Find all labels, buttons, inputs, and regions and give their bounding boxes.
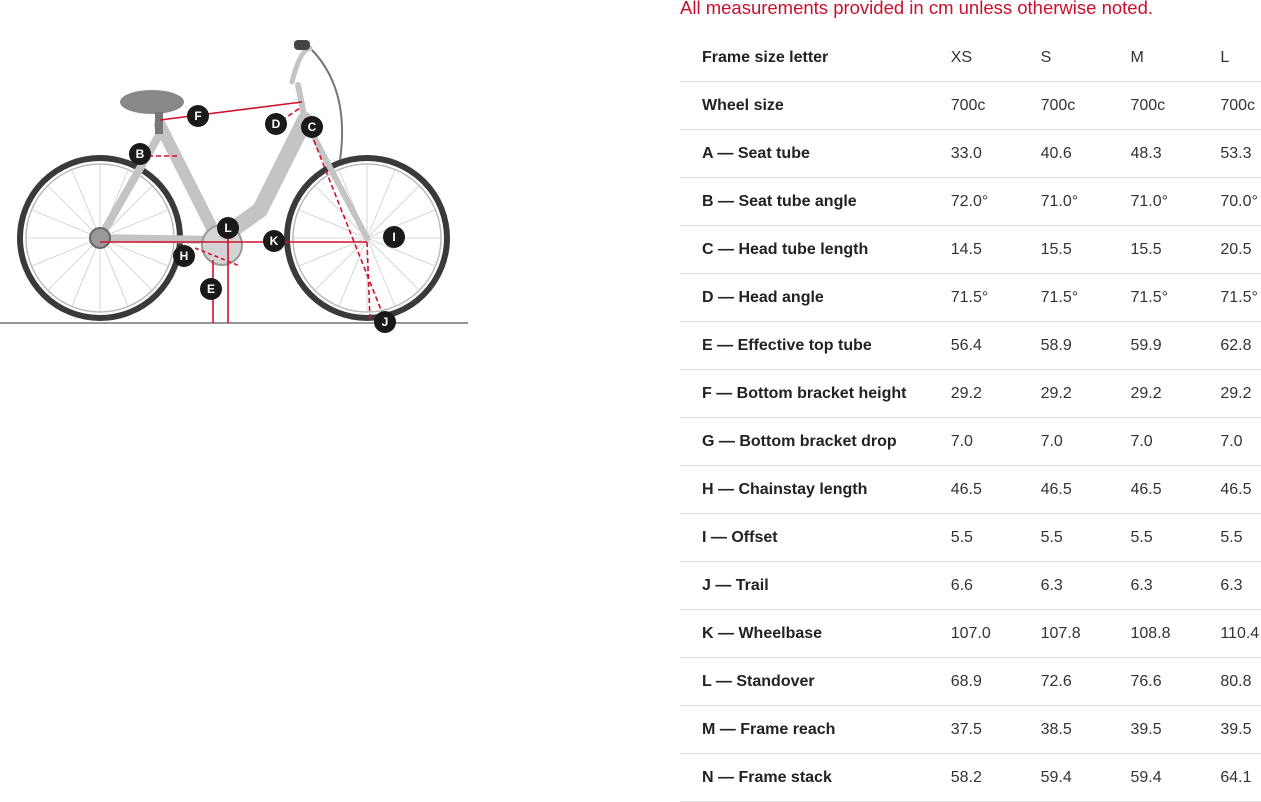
cell-value: 108.8	[1130, 610, 1220, 658]
row-label: A — Seat tube	[680, 130, 951, 178]
cell-value: 71.5°	[1220, 274, 1261, 322]
table-row	[680, 274, 1261, 322]
table-header-row	[680, 34, 1261, 82]
table-row	[680, 130, 1261, 178]
row-label: C — Head tube length	[680, 226, 951, 274]
diagram-label-d	[265, 113, 287, 135]
cell-value: 39.5	[1130, 706, 1220, 754]
row-label: B — Seat tube angle	[680, 178, 951, 226]
rear-cassette	[90, 228, 110, 248]
cell-value: 107.0	[951, 610, 1041, 658]
row-label: L — Standover	[680, 658, 951, 706]
row-label: I — Offset	[680, 514, 951, 562]
svg-text:B: B	[135, 147, 145, 161]
diagram-label-e	[187, 105, 209, 127]
table-row	[680, 418, 1261, 466]
svg-text:F: F	[194, 109, 202, 123]
cell-value: 5.5	[951, 514, 1041, 562]
cell-value: 700c	[1041, 82, 1131, 130]
cell-value: 29.2	[1130, 370, 1220, 418]
table-row	[680, 322, 1261, 370]
cell-value: 6.3	[1041, 562, 1131, 610]
cell-value: 46.5	[1220, 466, 1261, 514]
row-label: K — Wheelbase	[680, 610, 951, 658]
cell-value: 56.4	[951, 322, 1041, 370]
size-xs: XS	[951, 34, 1041, 82]
row-label: D — Head angle	[680, 274, 951, 322]
cell-value: 7.0	[951, 418, 1041, 466]
cell-value: 38.5	[1041, 706, 1131, 754]
cell-value: 700c	[1130, 82, 1220, 130]
row-label: H — Chainstay length	[680, 466, 951, 514]
cell-value: 46.5	[951, 466, 1041, 514]
cell-value: 70.0°	[1220, 178, 1261, 226]
table-row	[680, 754, 1261, 802]
cell-value: 59.4	[1130, 754, 1220, 802]
seatpost	[155, 112, 163, 134]
cell-value: 6.3	[1220, 562, 1261, 610]
cell-value: 59.9	[1130, 322, 1220, 370]
cell-value: 15.5	[1130, 226, 1220, 274]
diagram-label-i	[383, 226, 405, 248]
cell-value: 15.5	[1041, 226, 1131, 274]
cell-value: 71.0°	[1130, 178, 1220, 226]
cell-value: 700c	[951, 82, 1041, 130]
table-row	[680, 466, 1261, 514]
size-s: S	[1041, 34, 1131, 82]
cell-value: 29.2	[951, 370, 1041, 418]
cell-value: 72.0°	[951, 178, 1041, 226]
cell-value: 20.5	[1220, 226, 1261, 274]
cell-value: 5.5	[1220, 514, 1261, 562]
row-label: E — Effective top tube	[680, 322, 951, 370]
cell-value: 76.6	[1130, 658, 1220, 706]
cell-value: 107.8	[1041, 610, 1131, 658]
cell-value: 48.3	[1130, 130, 1220, 178]
cell-value: 6.6	[951, 562, 1041, 610]
svg-text:E: E	[206, 282, 216, 296]
cell-value: 46.5	[1130, 466, 1220, 514]
cell-value: 68.9	[951, 658, 1041, 706]
cell-value: 29.2	[1220, 370, 1261, 418]
cell-value: 7.0	[1130, 418, 1220, 466]
cell-value: 29.2	[1041, 370, 1131, 418]
svg-text:L: L	[224, 221, 232, 235]
cell-value: 7.0	[1220, 418, 1261, 466]
cell-value: 37.5	[951, 706, 1041, 754]
svg-text:K: K	[269, 234, 279, 248]
table-row	[680, 610, 1261, 658]
table-row	[680, 562, 1261, 610]
table-row	[680, 370, 1261, 418]
table-row	[680, 706, 1261, 754]
cell-value: 58.9	[1041, 322, 1131, 370]
cell-value: 33.0	[951, 130, 1041, 178]
cell-value: 110.4	[1220, 610, 1261, 658]
cell-value: 72.6	[1041, 658, 1131, 706]
svg-text:J: J	[381, 315, 389, 329]
header-label: Frame size letter	[680, 34, 951, 82]
diagram-label-c	[301, 116, 323, 138]
geometry-table	[680, 34, 1261, 802]
row-label: J — Trail	[680, 562, 951, 610]
cell-value: 71.5°	[951, 274, 1041, 322]
cell-value: 5.5	[1130, 514, 1220, 562]
row-label: F — Bottom bracket height	[680, 370, 951, 418]
table-row	[680, 226, 1261, 274]
saddle	[120, 90, 184, 114]
cell-value: 40.6	[1041, 130, 1131, 178]
cell-value: 14.5	[951, 226, 1041, 274]
row-label: M — Frame reach	[680, 706, 951, 754]
cell-value: 64.1	[1220, 754, 1261, 802]
bike-geometry-diagram	[0, 30, 470, 340]
svg-text:I: I	[392, 230, 396, 244]
diagram-label-l	[217, 217, 239, 239]
diagram-label-j	[374, 311, 396, 333]
cell-value: 59.4	[1041, 754, 1131, 802]
diagram-label-k	[263, 230, 285, 252]
svg-text:C: C	[307, 120, 317, 134]
row-label: Wheel size	[680, 82, 951, 130]
table-row	[680, 82, 1261, 130]
cell-value: 71.5°	[1130, 274, 1220, 322]
cell-value: 53.3	[1220, 130, 1261, 178]
table-row	[680, 514, 1261, 562]
cell-value: 6.3	[1130, 562, 1220, 610]
table-row	[680, 658, 1261, 706]
cell-value: 71.0°	[1041, 178, 1131, 226]
cell-value: 62.8	[1220, 322, 1261, 370]
row-label: G — Bottom bracket drop	[680, 418, 951, 466]
cell-value: 5.5	[1041, 514, 1131, 562]
cell-value: 46.5	[1041, 466, 1131, 514]
cell-value: 71.5°	[1041, 274, 1131, 322]
table-row	[680, 178, 1261, 226]
size-l: L	[1220, 34, 1261, 82]
cell-value: 7.0	[1041, 418, 1131, 466]
diagram-label-f	[200, 278, 222, 300]
measurement-note: All measurements provided in cm unless otherwise noted.	[680, 0, 1154, 18]
diagram-label-h	[173, 245, 195, 267]
cell-value: 39.5	[1220, 706, 1261, 754]
cell-value: 80.8	[1220, 658, 1261, 706]
svg-text:H: H	[179, 249, 189, 263]
row-label: N — Frame stack	[680, 754, 951, 802]
handlebar-grip	[294, 40, 310, 50]
size-m: M	[1130, 34, 1220, 82]
cell-value: 700c	[1220, 82, 1261, 130]
svg-text:D: D	[271, 117, 281, 131]
diagram-label-b	[129, 143, 151, 165]
cell-value: 58.2	[951, 754, 1041, 802]
